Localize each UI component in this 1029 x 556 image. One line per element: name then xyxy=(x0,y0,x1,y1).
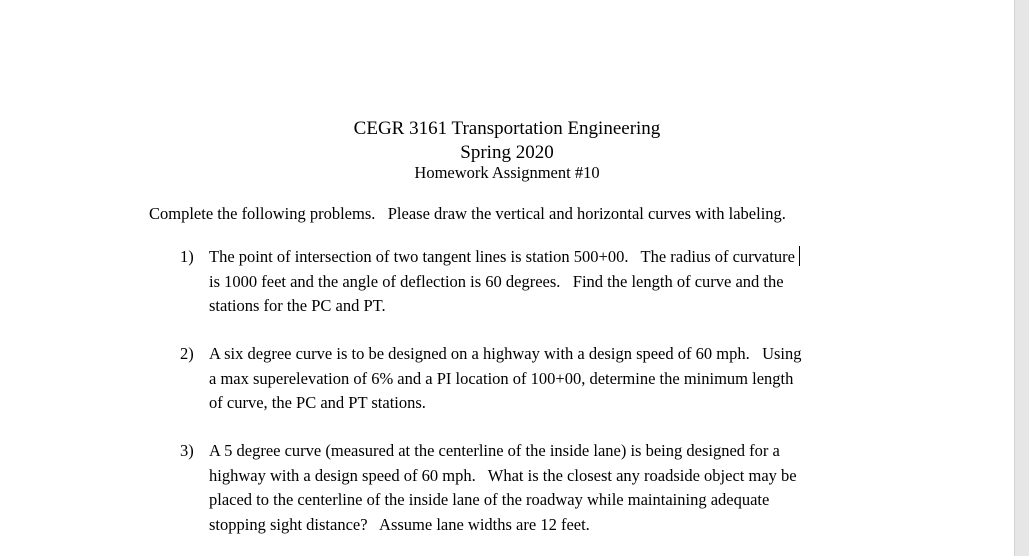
term-label: Spring 2020 xyxy=(460,142,554,163)
course-title: CEGR 3161 Transportation Engineering xyxy=(353,118,661,139)
problem-text xyxy=(209,439,879,537)
problem-line: highway with a design speed of 60 mph. What is the closest any roadside object may be xyxy=(209,465,797,485)
problem-line: placed to the centerline of the inside lane of the roadway while maintaining adequate xyxy=(209,490,770,509)
problem-line: is 1000 feet and the angle of deflection is 60 degrees. Find the length of curve and the xyxy=(209,271,784,291)
problem-text xyxy=(209,342,879,416)
problem-line-text: The point of intersection of two tangent lines is station 500+00. The radius of curvature xyxy=(209,247,795,266)
problem-text xyxy=(209,245,879,319)
text-cursor xyxy=(799,246,800,266)
problem-line: A six degree curve is to be designed on a highway with a design speed of 60 mph. Using xyxy=(209,344,802,363)
problem-number: 3) xyxy=(180,441,194,460)
problem-line: A 5 degree curve (measured at the centerline of the inside lane) is being designed for a xyxy=(209,441,780,460)
problem-number: 2) xyxy=(180,344,194,363)
problem-line xyxy=(209,245,879,270)
vertical-scrollbar[interactable] xyxy=(1014,0,1029,556)
instructions-text: Complete the following problems. Please draw the vertical and horizontal curves with labeling. xyxy=(149,204,786,223)
problem-line: stations for the PC and PT. xyxy=(209,296,386,315)
problem-line: of curve, the PC and PT stations. xyxy=(209,393,426,412)
assignment-title: Homework Assignment #10 xyxy=(414,163,600,182)
problem-line: a max superelevation of 6% and a PI location of 100+00, determine the minimum length xyxy=(209,368,794,388)
problem-number: 1) xyxy=(180,247,194,266)
problem-line: stopping sight distance? Assume lane widths are 12 feet. xyxy=(209,514,590,534)
